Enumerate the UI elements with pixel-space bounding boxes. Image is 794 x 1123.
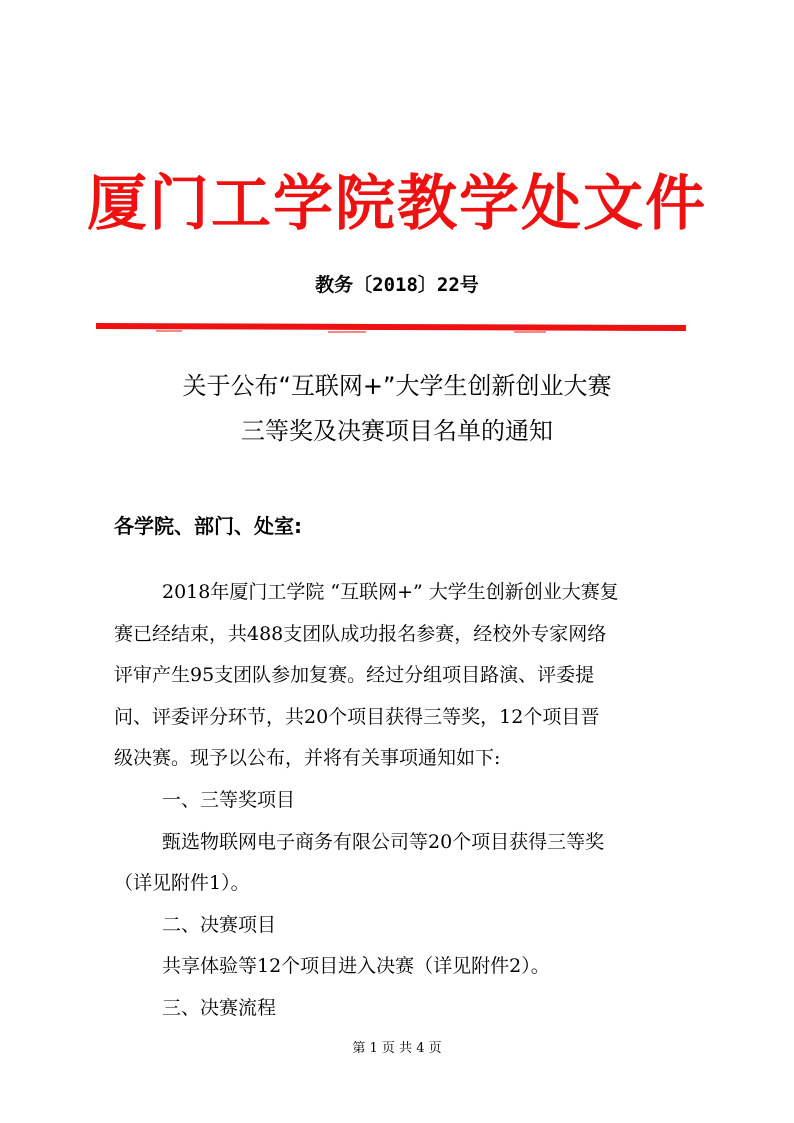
paragraph-line: 赛已经结束，共488支团队成功报名参赛，经校外专家网络 [114, 623, 607, 645]
section-heading-final-process: 三、决赛流程 [162, 997, 277, 1019]
paragraph-line: 共享体验等12个项目进入决赛（详见附件2）。 [162, 955, 550, 977]
paragraph-line: 问、评委评分环节，共20个项目获得三等奖，12个项目晋 [114, 706, 600, 728]
red-divider-line [96, 318, 686, 338]
salutation: 各学院、部门、处室: [114, 514, 302, 538]
paragraph-line: （详见附件1）。 [114, 872, 250, 894]
paragraph-line: 级决赛。现予以公布，并将有关事项通知如下: [114, 747, 501, 769]
notice-title-line-2: 三等奖及决赛项目名单的通知 [241, 417, 553, 445]
section-heading-final-projects: 二、决赛项目 [162, 914, 277, 936]
paragraph-line: 评审产生95支团队参加复赛。经过分组项目路演、评委提 [114, 664, 595, 686]
document-number: 教务〔2018〕22号 [315, 274, 479, 296]
page-footer: 第 1 页 共 4 页 [352, 1041, 442, 1056]
paragraph-line: 甄选物联网电子商务有限公司等20个项目获得三等奖 [162, 831, 605, 853]
document-header-title: 厦门工学院教学处文件 [87, 169, 707, 239]
paragraph-line: 2018年厦门工学院 “互联网+” 大学生创新创业大赛复 [162, 581, 619, 603]
notice-title-line-1: 关于公布“互联网+”大学生创新创业大赛 [182, 372, 612, 400]
section-heading-third-prize: 一、三等奖项目 [162, 789, 296, 811]
